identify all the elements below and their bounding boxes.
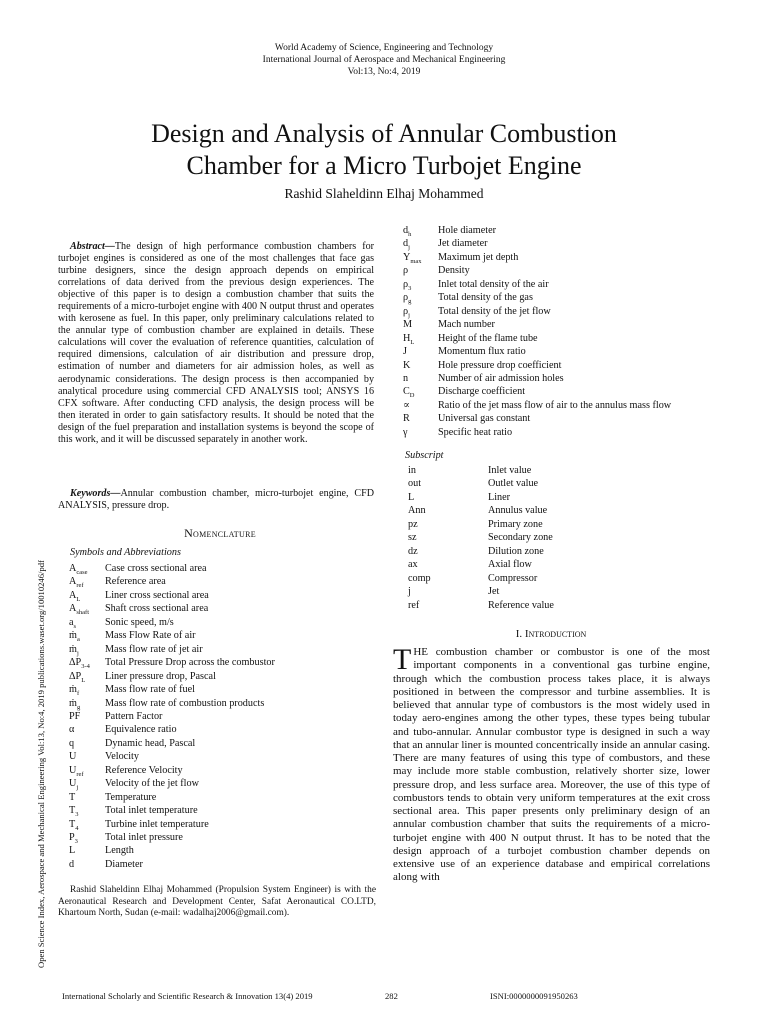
symbol-description: Velocity <box>105 751 139 763</box>
symbol-description: Specific heat ratio <box>438 426 513 438</box>
symbol-description: Hole diameter <box>438 225 496 236</box>
author-name: Rashid Slaheldinn Elhaj Mohammed <box>284 186 484 201</box>
symbol: L <box>69 845 76 857</box>
symbol: J <box>403 346 407 358</box>
symbol-description: Dilution zone <box>488 545 544 557</box>
symbol: $\rho_3$ <box>403 278 412 292</box>
symbol-description: Liner <box>488 491 511 503</box>
abstract-label: Abstract <box>70 241 105 252</box>
symbol: $Y_{max}$ <box>403 251 422 265</box>
symbol-description: Jet diameter <box>438 238 488 250</box>
symbol: $\rho_j$ <box>403 305 410 319</box>
symbol-description: Liner pressure drop, Pascal <box>105 670 216 682</box>
symbol: $C_D$ <box>403 386 415 400</box>
introduction-body: HE combustion chamber or combustor is one of the most important components in a conventional gas turbine engine, through which the combustion process takes place, it is always positioned in between the compressor and turbine assemblies. It is believed that annular type of combustors is the most widely used in today aero-engines among the other types, these types being tubular and tubo-annular. Annular combustor type is designed in such a way that an annular liner is mounted concentrically inside an annular casing. There are many features of using this type of combustors, and these may include more stable combustion, relatively shorter size, lower pressure drop, and less surface area. Moreover, the use of this type of combustors tends to obtain very uniform temperatures at the exit cross sectional area. This paper presents only preliminary design of an annular combustion chamber that suits the requirements of a micro-turbojet engine with 400 N output thrust. It has to be noted that the design approach of a turbojet combustion chamber depends on extensive use of an experience database and empirical correlations along with <box>393 646 710 884</box>
symbol: $T_3$ <box>69 805 79 819</box>
author-footnote: Rashid Slaheldinn Elhaj Mohammed (Propulsion System Engineer) is with the Aeronautical Research and Development Center, Safat Aeronautical CO.LTD, Khartoum North, Sudan (e-mail: wadalhaj2006@gmail.com). <box>58 885 376 918</box>
sidebar-text[interactable]: Open Science Index, Aerospace and Mechanical Engineering Vol:13, No:4, 2019 publications.waset.org/10010246/pdf <box>36 560 46 968</box>
symbol: pz <box>408 518 418 530</box>
introduction-heading: I. Introduction <box>515 628 587 640</box>
symbol-description: Equivalence ratio <box>105 724 177 736</box>
symbol-description: Dynamic head, Pascal <box>105 737 196 749</box>
symbol: j <box>408 586 411 598</box>
journal-header <box>0 42 768 78</box>
symbol: Ann <box>408 505 426 517</box>
symbol-description: Total density of the gas <box>438 292 533 304</box>
title-line-1: Design and Analysis of Annular Combustion <box>151 119 617 148</box>
symbol: K <box>403 359 411 371</box>
symbol: $\rho_g$ <box>403 292 412 306</box>
symbol: $\Delta P_L$ <box>69 670 86 684</box>
symbol-description: Density <box>438 265 470 277</box>
symbol: ∝ <box>403 399 410 411</box>
header-line-3: Vol:13, No:4, 2019 <box>347 67 421 77</box>
symbol-description: Compressor <box>488 572 538 584</box>
nomenclature-heading: Nomenclature <box>184 526 256 540</box>
symbol-description: Ratio of the jet mass flow of air to the annulus mass flow <box>438 399 672 411</box>
symbol: $T_4$ <box>69 818 79 832</box>
footer-page-number: 282 <box>385 991 398 1001</box>
symbol-description: Sonic speed, m/s <box>105 616 174 628</box>
symbol: $U_{ref}$ <box>69 764 84 778</box>
symbol-description: Length <box>105 845 134 857</box>
symbol: $U_j$ <box>69 778 79 792</box>
symbol-description: Inlet value <box>488 465 532 476</box>
symbol: comp <box>408 572 431 584</box>
symbol-description: Primary zone <box>488 518 543 530</box>
introduction-text <box>393 643 710 885</box>
symbol: n <box>403 372 409 384</box>
abstract-text: The design of high performance combustion chambers for turbojet engines is considered as one of the most challenges that face gas turbine designers, since the design approach depends on empirical correlations of data derived from the previous design experiences. The objective of this paper is to design a combustion chamber that suits the requirements of a micro-turbojet engine with 400 N output thrust and operates with kerosene as fuel. In this paper, only preliminary calculations related to the annular type of combustion chamber are explained in details. These calculations will cover the evaluation of reference quantities, calculation of required dimensions, calculation of air distribution and pressure drop, estimation of number and diameters for air admission holes, as well as aerodynamic considerations. The design process is then accompanied by analytical procedure using commercial CFD ANALYSIS tool; ANSYS 16 CFX software. After conducting CFD analysis, the design process will be then iterated in order to gain satisfactory results. It should be noted that the design of the fuel preparation and installation systems is beyond the scope of this work, and it will be discussed separately in another work. <box>58 241 374 445</box>
symbol: ṁ$_j$ <box>69 643 79 657</box>
symbol-description: Mass flow rate of fuel <box>105 684 195 696</box>
symbol-description: Case cross sectional area <box>105 563 207 574</box>
symbol: U <box>69 751 77 763</box>
symbol-description: Temperature <box>105 791 157 803</box>
symbol: q <box>69 737 75 749</box>
symbol: $H_L$ <box>403 332 415 346</box>
symbols-subheading: Symbols and Abbreviations <box>70 547 181 558</box>
symbol-description: Axial flow <box>488 559 532 571</box>
symbol: α <box>69 724 75 736</box>
symbol-description: Maximum jet depth <box>438 251 519 263</box>
symbol-description: Total Pressure Drop across the combustor <box>105 657 275 669</box>
symbol-description: Diameter <box>105 858 143 870</box>
symbol-description: Velocity of the jet flow <box>105 778 199 790</box>
symbol: $A_{ref}$ <box>69 576 84 590</box>
symbol-description: Pattern Factor <box>105 710 163 722</box>
symbol: ref <box>408 599 420 611</box>
symbol-description: Total inlet temperature <box>105 805 198 817</box>
symbol: T <box>69 791 76 803</box>
symbol: γ <box>403 426 408 438</box>
paper-title <box>60 118 708 182</box>
symbol-description: Total inlet pressure <box>105 832 183 843</box>
symbol: R <box>403 413 410 425</box>
symbol-description: Reference Velocity <box>105 764 183 776</box>
symbol: $A_{shaft}$ <box>69 603 89 617</box>
symbol: $A_{case}$ <box>69 563 88 577</box>
symbol: ρ <box>403 265 409 277</box>
subscript-heading: Subscript <box>405 450 444 461</box>
symbol-description: Outlet value <box>488 478 539 490</box>
symbol-description: Hole pressure drop coefficient <box>438 359 562 371</box>
footer-isni: ISNI:0000000091950263 <box>490 991 578 1001</box>
symbol: ṁ$_a$ <box>69 630 80 644</box>
title-line-2: Chamber for a Micro Turbojet Engine <box>186 151 582 180</box>
symbol-description: Secondary zone <box>488 532 553 544</box>
keywords-text: Annular combustion chamber, micro-turbojet engine, CFD ANALYSIS, pressure drop. <box>58 488 374 512</box>
symbol-description: Height of the flame tube <box>438 332 538 344</box>
symbol-description: Reference area <box>105 576 166 588</box>
symbol-description: Annulus value <box>488 505 548 517</box>
header-line-2: International Journal of Aerospace and Mechanical Engineering <box>262 55 506 65</box>
drop-cap: T <box>393 643 412 676</box>
symbol-description: Reference value <box>488 599 554 611</box>
symbol-description: Liner cross sectional area <box>105 589 209 601</box>
symbol-description: Universal gas constant <box>438 413 531 425</box>
symbol: PF <box>69 710 81 722</box>
symbol: L <box>408 491 415 503</box>
symbol-description: Jet <box>488 586 500 598</box>
symbol-description: Turbine inlet temperature <box>105 818 209 830</box>
symbol: ṁ$_g$ <box>69 697 81 711</box>
symbol: d <box>69 858 75 870</box>
symbol: $d_h$ <box>403 225 412 239</box>
symbol-description: Number of air admission holes <box>438 372 564 384</box>
symbol-description: Mach number <box>438 319 495 331</box>
symbol-description: Discharge coefficient <box>438 386 526 398</box>
symbol: M <box>403 319 413 331</box>
keywords: Keywords—Annular combustion chamber, micro-turbojet engine, CFD ANALYSIS, pressure drop. <box>58 488 374 512</box>
symbol: dz <box>408 545 418 557</box>
symbol-description: Shaft cross sectional area <box>105 603 209 615</box>
symbol: in <box>408 465 416 476</box>
footer-journal: International Scholarly and Scientific Research & Innovation 13(4) 2019 <box>62 991 313 1001</box>
symbol-description: Mass flow rate of combustion products <box>105 697 265 709</box>
symbol-description: Total density of the jet flow <box>438 305 551 317</box>
symbol: $a_s$ <box>69 616 77 630</box>
symbol: $\Delta P_{3-4}$ <box>69 657 90 671</box>
header-line-1: World Academy of Science, Engineering and Technology <box>274 43 494 53</box>
symbol: $d_j$ <box>403 238 410 252</box>
symbol: ax <box>408 559 418 571</box>
symbol: sz <box>408 532 417 544</box>
symbol: $P_3$ <box>69 832 78 846</box>
symbol-description: Inlet total density of the air <box>438 278 549 290</box>
symbol: out <box>408 478 422 490</box>
symbol: ṁ$_f$ <box>69 684 80 698</box>
abstract: Abstract—The design of high performance combustion chambers for turbojet engines is considered as one of the most challenges that face gas turbine designers, since the design approach depends on empirical correlations of data derived from the previous design experiences. The objective of this paper is to design a combustion chamber that suits the requirements of a micro-turbojet engine with 400 N output thrust and operates with kerosene as fuel. In this paper, only preliminary calculations related to the annular type of combustion chamber are explained in details. These calculations will cover the evaluation of reference quantities, calculation of required dimensions, calculation of air distribution and pressure drop, estimation of number and diameters for air admission holes, as well as aerodynamic considerations. The design process is then accompanied by analytical procedure using commercial CFD ANALYSIS tool; ANSYS 16 CFX software. After conducting CFD analysis, the design process will be then iterated in order to gain satisfactory results. It should be noted that the design of the fuel preparation and installation systems is beyond the scope of this work, and it will be discussed separately in another work. <box>58 241 374 445</box>
symbol-description: Momentum flux ratio <box>438 346 526 358</box>
keywords-label: Keywords <box>70 488 111 499</box>
symbol-description: Mass Flow Rate of air <box>105 630 196 642</box>
symbol-description: Mass flow rate of jet air <box>105 643 203 655</box>
symbol: $A_L$ <box>69 589 81 603</box>
